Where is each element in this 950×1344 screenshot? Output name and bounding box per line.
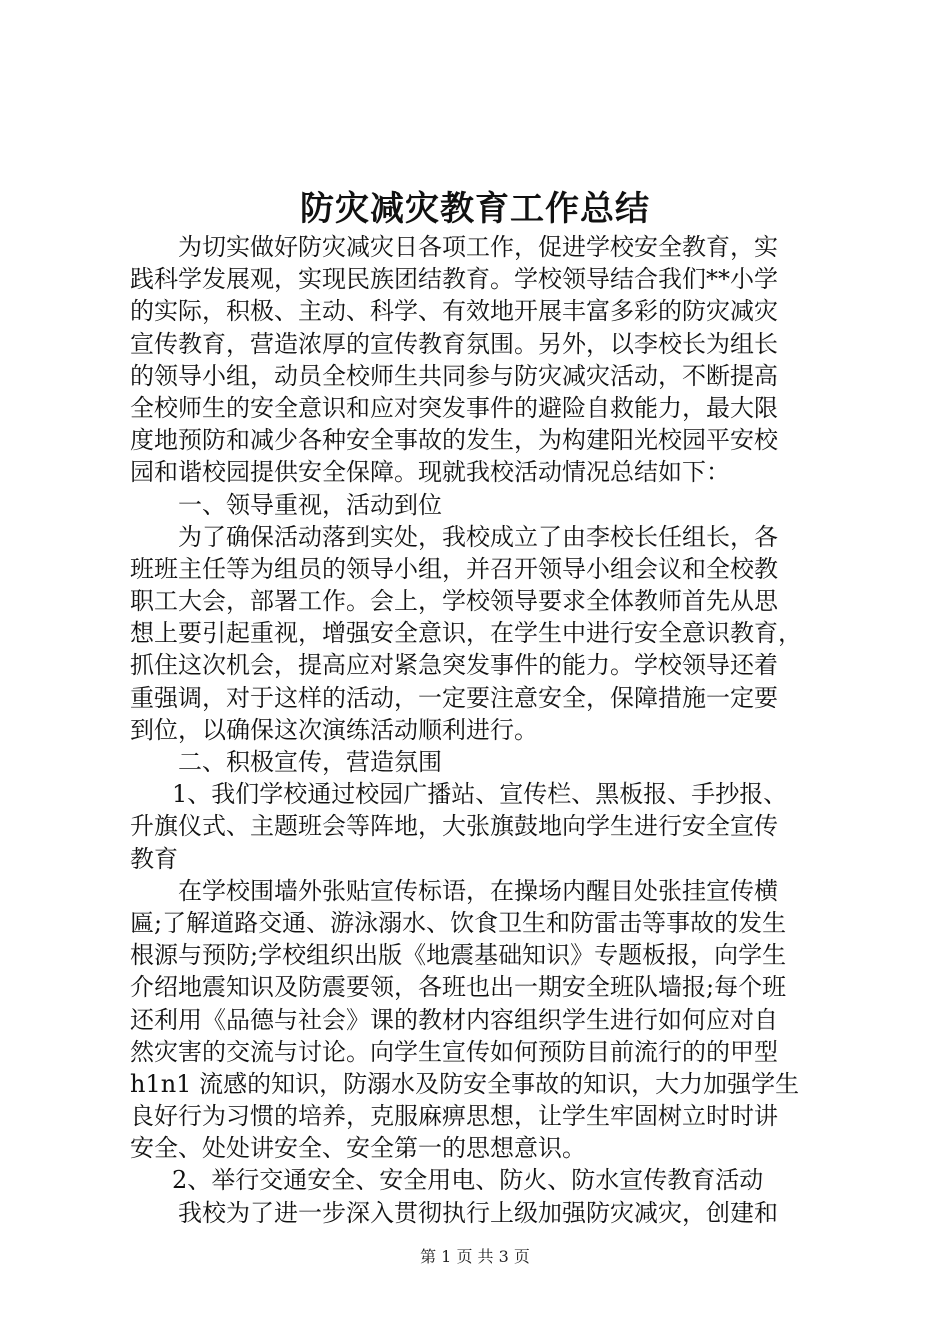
paragraph-line: 班班主任等为组员的领导小组，并召开领导小组会议和全校教 (130, 554, 778, 583)
paragraph-line: 还利用《品德与社会》课的教材内容组织学生进行如何应对自 (130, 1005, 778, 1034)
paragraph-line: 介绍地震知识及防震要领，各班也出一期安全班队墙报;每个班 (130, 973, 787, 1002)
paragraph-line: 园和谐校园提供安全保障。现就我校活动情况总结如下： (130, 458, 730, 487)
paragraph-line: 在学校围墙外张贴宣传标语，在操场内醒目处张挂宣传横 (178, 876, 778, 905)
section-heading: 一、领导重视，活动到位 (178, 490, 442, 519)
section-heading: 二、积极宣传，营造氛围 (178, 748, 442, 776)
paragraph-line: 2、举行交通安全、安全用电、防火、防水宣传教育活动 (172, 1166, 764, 1195)
paragraph-line: 升旗仪式、主题班会等阵地，大张旗鼓地向学生进行安全宣传 (130, 812, 778, 841)
paragraph-line: 1、我们学校通过校园广播站、宣传栏、黑板报、手抄报、 (172, 780, 788, 809)
paragraph-line: 为切实做好防灾减灾日各项工作，促进学校安全教育，实 (178, 233, 778, 261)
paragraph-line: 我校为了进一步深入贯彻执行上级加强防灾减灾，创建和 (178, 1198, 778, 1227)
paragraph-line: 宣传教育，营造浓厚的宣传教育氛围。另外，以李校长为组长 (130, 329, 778, 358)
paragraph-line: 良好行为习惯的培养，克服麻痹思想，让学生牢固树立时时讲 (130, 1102, 778, 1131)
paragraph-line: 匾;了解道路交通、游泳溺水、饮食卫生和防雷击等事故的发生 (130, 908, 787, 937)
paragraph-line: 的实际，积极、主动、科学、有效地开展丰富多彩的防灾减灾 (130, 297, 778, 326)
document-title: 防灾减灾教育工作总结 (300, 189, 650, 229)
paragraph-line: 到位，以确保这次演练活动顺利进行。 (130, 715, 538, 744)
paragraph-line: 的领导小组，动员全校师生共同参与防灾减灾活动，不断提高 (130, 361, 778, 390)
paragraph-line: 全校师生的安全意识和应对突发事件的避险自救能力，最大限 (130, 393, 778, 422)
paragraph-line: 度地预防和减少各种安全事故的发生，为构建阳光校园平安校 (130, 426, 778, 455)
paragraph-line: 为了确保活动落到实处，我校成立了由李校长任组长，各 (178, 522, 778, 551)
page-number: 第 1 页 共 3 页 (420, 1247, 530, 1266)
paragraph-line: 践科学发展观，实现民族团结教育。学校领导结合我们**小学 (130, 265, 778, 294)
document-body (130, 231, 830, 1229)
paragraph-line: 安全、处处讲安全、安全第一的思想意识。 (130, 1134, 586, 1163)
paragraph-line: 抓住这次机会，提高应对紧急突发事件的能力。学校领导还着 (130, 651, 778, 680)
paragraph-line: 根源与预防;学校组织出版《地震基础知识》专题板报，向学生 (130, 941, 787, 970)
paragraph-line: 教育 (130, 844, 178, 873)
paragraph-line: 想上要引起重视，增强安全意识，在学生中进行安全意识教育， (130, 619, 802, 648)
paragraph-line: h1n1 流感的知识，防溺水及防安全事故的知识，大力加强学生 (130, 1069, 800, 1098)
paragraph-line: 然灾害的交流与讨论。向学生宣传如何预防目前流行的的甲型 (130, 1037, 778, 1066)
paragraph-line: 职工大会，部署工作。会上，学校领导要求全体教师首先从思 (130, 587, 778, 616)
paragraph-line: 重强调，对于这样的活动，一定要注意安全，保障措施一定要 (130, 683, 778, 712)
